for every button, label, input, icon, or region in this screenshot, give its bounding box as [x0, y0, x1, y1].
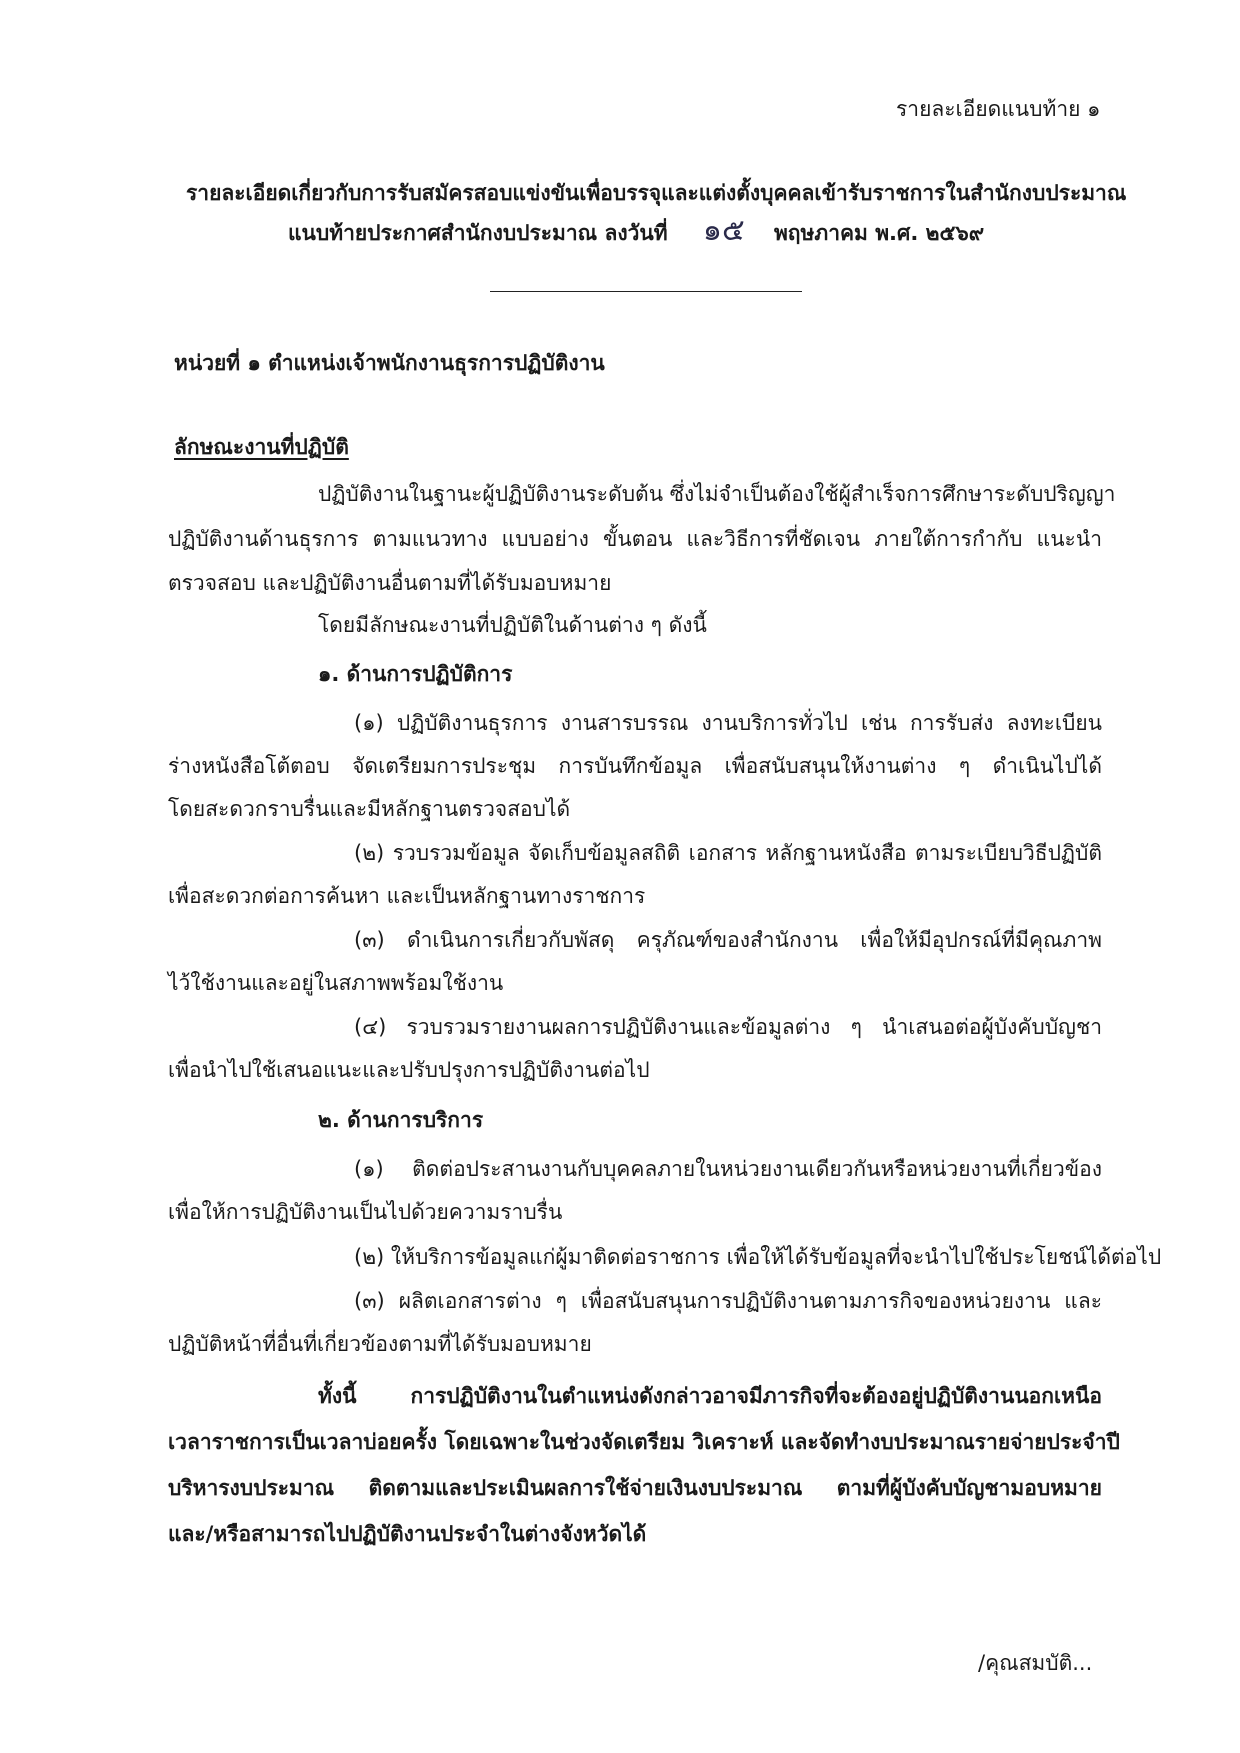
intro-line-3: ตรวจสอบ และปฏิบัติงานอื่นตามที่ได้รับมอบหมาย	[168, 571, 612, 595]
area-1-item-1-line-2: ร่างหนังสือโต้ตอบ จัดเตรียมการประชุม การบันทึกข้อมูล เพื่อสนับสนุนให้งานต่าง ๆ ดำเนินไปได้	[168, 754, 1102, 778]
unit-heading: หน่วยที่ ๑ ตำแหน่งเจ้าพนักงานธุรการปฏิบัติงาน	[174, 351, 605, 375]
area-2-item-2-line-1: (๒) ให้บริการข้อมูลแก่ผู้มาติดต่อราชการ เพื่อให้ได้รับข้อมูลที่จะนำไปใช้ประโยชน์ได้ต่อไป	[354, 1245, 1162, 1269]
area-1-item-3-line-2: ไว้ใช้งานและอยู่ในสภาพพร้อมใช้งาน	[168, 971, 504, 995]
continued-on-next-page: /คุณสมบัติ...	[978, 1651, 1093, 1675]
area-2-heading: ๒. ด้านการบริการ	[318, 1108, 484, 1132]
area-2-item-1-line-1: (๑) ติดต่อประสานงานกับบุคคลภายในหน่วยงานเดียวกันหรือหน่วยงานที่เกี่ยวข้อง	[354, 1157, 1102, 1181]
title-divider	[490, 291, 802, 292]
area-1-item-1-line-3: โดยสะดวกราบรื่นและมีหลักฐานตรวจสอบได้	[168, 797, 571, 821]
closing-line-2: เวลาราชการเป็นเวลาบ่อยครั้ง โดยเฉพาะในช่วงจัดเตรียม วิเคราะห์ และจัดทำงบประมาณรายจ่ายประจำปี	[168, 1430, 1120, 1454]
handwritten-day: ๑๕	[702, 213, 745, 248]
intro-line-4: โดยมีลักษณะงานที่ปฏิบัติในด้านต่าง ๆ ดังนี้	[318, 613, 707, 637]
area-1-item-4-line-2: เพื่อนำไปใช้เสนอแนะและปรับปรุงการปฏิบัติงานต่อไป	[168, 1058, 650, 1082]
area-1-item-2-line-2: เพื่อสะดวกต่อการค้นหา และเป็นหลักฐานทางราชการ	[168, 884, 646, 908]
area-1-item-1-line-1: (๑) ปฏิบัติงานธุรการ งานสารบรรณ งานบริการทั่วไป เช่น การรับส่ง ลงทะเบียน	[354, 711, 1102, 735]
intro-line-1: ปฏิบัติงานในฐานะผู้ปฏิบัติงานระดับต้น ซึ่งไม่จำเป็นต้องใช้ผู้สำเร็จการศึกษาระดับปริญญา	[318, 482, 1116, 506]
area-2-item-1-line-2: เพื่อให้การปฏิบัติงานเป็นไปด้วยความราบรื่น	[168, 1200, 563, 1224]
area-1-heading: ๑. ด้านการปฏิบัติการ	[318, 662, 513, 686]
area-1-item-2-line-1: (๒) รวบรวมข้อมูล จัดเก็บข้อมูลสถิติ เอกสาร หลักฐานหนังสือ ตามระเบียบวิธีปฏิบัติ	[354, 841, 1102, 865]
attachment-label: รายละเอียดแนบท้าย ๑	[896, 97, 1101, 121]
intro-line-2: ปฏิบัติงานด้านธุรการ ตามแนวทาง แบบอย่าง ขั้นตอน และวิธีการที่ชัดเจน ภายใต้การกำกับ แนะนำ	[168, 527, 1102, 551]
area-1-item-3-line-1: (๓) ดำเนินการเกี่ยวกับพัสดุ ครุภัณฑ์ของสำนักงาน เพื่อให้มีอุปกรณ์ที่มีคุณภาพ	[354, 928, 1102, 952]
area-2-item-3-line-2: ปฏิบัติหน้าที่อื่นที่เกี่ยวข้องตามที่ได้รับมอบหมาย	[168, 1332, 592, 1356]
title-line-2-prefix: แนบท้ายประกาศสำนักงบประมาณ ลงวันที่	[288, 221, 668, 245]
closing-line-1: ทั้งนี้ การปฏิบัติงานในตำแหน่งดังกล่าวอาจมีภารกิจที่จะต้องอยู่ปฏิบัติงานนอกเหนือ	[318, 1384, 1102, 1408]
section-heading: ลักษณะงานที่ปฏิบัติ	[174, 435, 349, 459]
document-title-line-2	[288, 213, 985, 248]
area-2-item-3-line-1: (๓) ผลิตเอกสารต่าง ๆ เพื่อสนับสนุนการปฏิบัติงานตามภารกิจของหน่วยงาน และ	[354, 1289, 1102, 1313]
closing-line-3: บริหารงบประมาณ ติดตามและประเมินผลการใช้จ่ายเงินงบประมาณ ตามที่ผู้บังคับบัญชามอบหมาย	[168, 1476, 1102, 1500]
title-line-2-suffix: พฤษภาคม พ.ศ. ๒๕๖๙	[773, 221, 985, 245]
area-1-item-4-line-1: (๔) รวบรวมรายงานผลการปฏิบัติงานและข้อมูลต่าง ๆ นำเสนอต่อผู้บังคับบัญชา	[354, 1015, 1102, 1039]
document-title-line-1: รายละเอียดเกี่ยวกับการรับสมัครสอบแข่งขันเพื่อบรรจุและแต่งตั้งบุคคลเข้ารับราชการในสำนักงบประมาณ	[186, 181, 1127, 205]
closing-line-4: และ/หรือสามารถไปปฏิบัติงานประจำในต่างจังหวัดได้	[168, 1522, 647, 1546]
